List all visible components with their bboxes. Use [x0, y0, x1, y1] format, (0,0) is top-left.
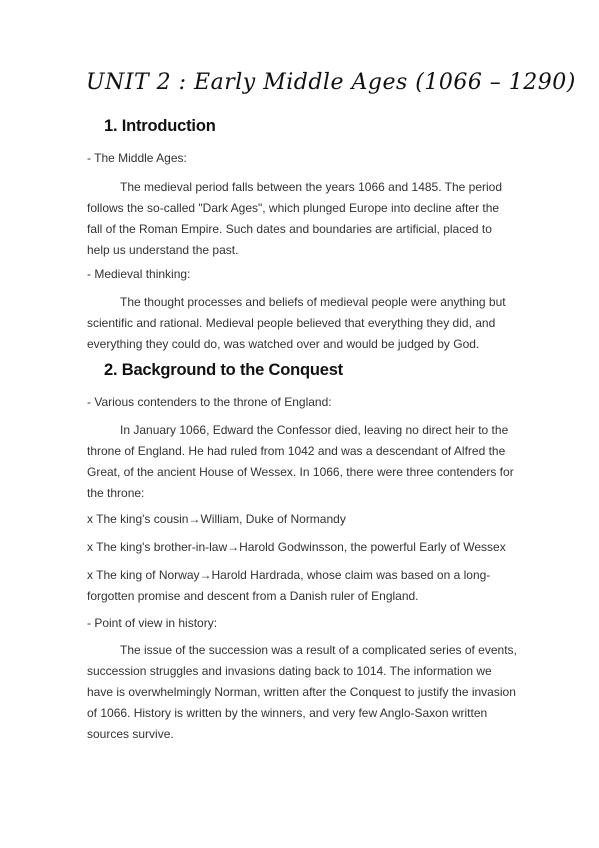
- section-heading-background: 2. Background to the Conquest: [104, 361, 343, 379]
- document-title: UNIT 2 : Early Middle Ages (1066 – 1290): [86, 70, 576, 95]
- subheading-contenders: - Various contenders to the throne of England:: [87, 395, 332, 409]
- subheading-medieval-thinking: - Medieval thinking:: [87, 267, 191, 281]
- list-item-harold-hardrada: x The king of Norway→Harold Hardrada, whose claim was based on a long-forgotten promise and descent from a Danish ruler of England.: [87, 568, 491, 603]
- list-item-harold-godwinsson: x The king's brother-in-law→Harold Godwinsson, the powerful Early of Wessex: [87, 540, 506, 554]
- paragraph-medieval-thinking: The thought processes and beliefs of medieval people were anything but scientific and rational. Medieval people believed that everything they did, and everything they could do, was watched over and would be judged by God.: [87, 295, 506, 351]
- paragraph-middle-ages: The medieval period falls between the years 1066 and 1485. The period follows the so-called "Dark Ages", which plunged Europe into decline after the fall of the Roman Empire. Such dates and boundaries are artificial, placed to help us understand the past.: [87, 180, 503, 257]
- subheading-point-of-view: - Point of view in history:: [87, 616, 218, 630]
- list-item-william: x The king's cousin→William, Duke of Normandy: [87, 512, 346, 526]
- paragraph-point-of-view: The issue of the succession was a result of a complicated series of events, succession struggles and invasions dating back to 1014. The information we have is overwhelmingly Norman, written after the Conquest to justify the invasion of 1066. History is written by the winners, and very few Anglo-Saxon written sources survive.: [87, 643, 517, 741]
- subheading-middle-ages: - The Middle Ages:: [87, 151, 187, 165]
- paragraph-contenders: In January 1066, Edward the Confessor died, leaving no direct heir to the throne of England. He had ruled from 1042 and was a descendant of Alfred the Great, of the ancient House of Wessex. In 1066, there were three contenders for the throne:: [87, 423, 514, 500]
- section-heading-introduction: 1. Introduction: [104, 117, 216, 135]
